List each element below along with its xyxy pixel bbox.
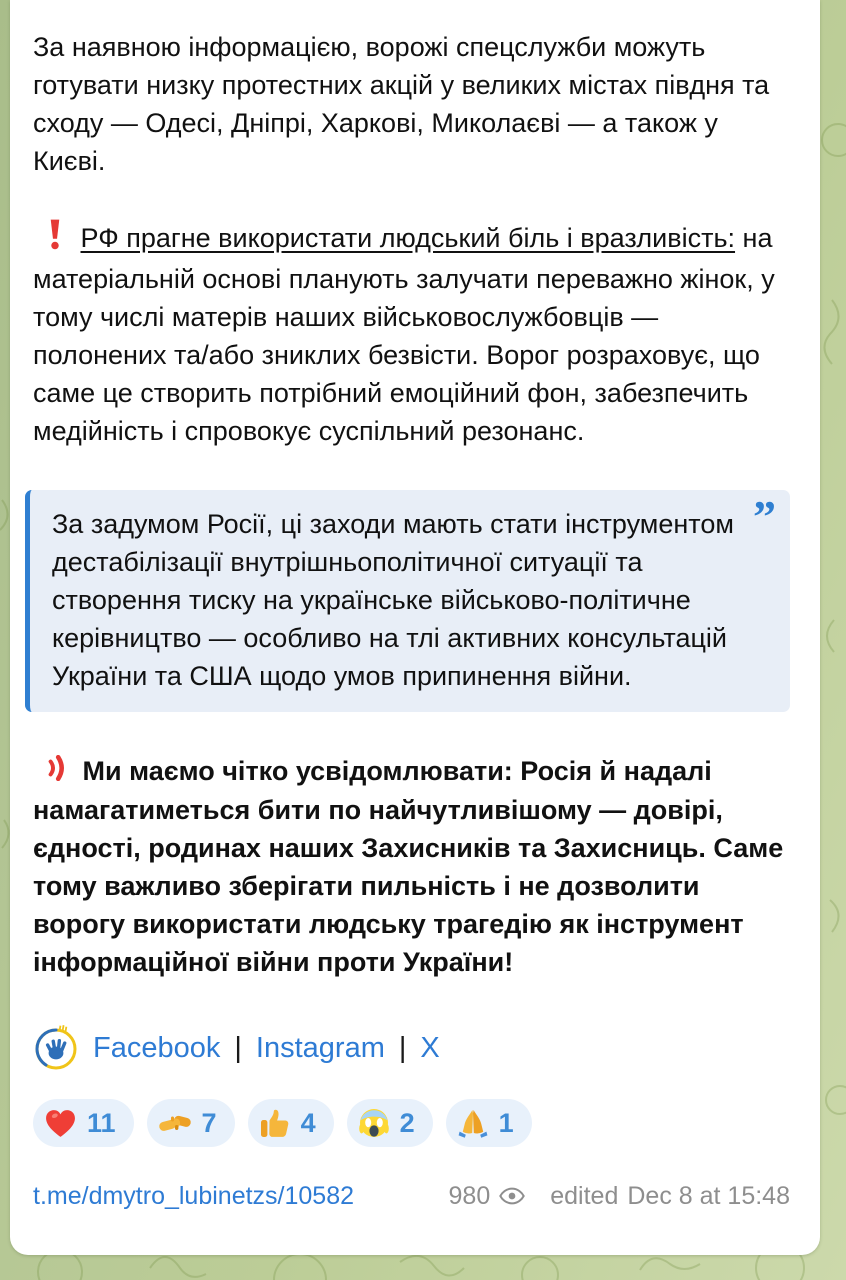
- instagram-link[interactable]: Instagram: [255, 1032, 385, 1064]
- reaction-count: 4: [300, 1108, 316, 1138]
- red-exclamation-icon: [47, 218, 63, 260]
- quote-text: За задумом Росії, ці заходи мають стати інструментом дестабілізації внутрішньополітичної ситуації та створення тиску на українське військово-політичне керівництво — особливо на тлі активних консультацій України та США щодо умов припинення війни.: [52, 509, 734, 691]
- message-warning-paragraph: [33, 218, 790, 450]
- message-emphasis-paragraph: [33, 752, 790, 981]
- emphasis-text: Ми маємо чітко усвідомлювати: Росія й надалі намагатиметься бити по найчутливішому — довірі, єдності, родинах наших Захисників та Захисниць. Саме тому важливо зберігати пильність і не дозволити ворогу використати людську трагедію як інструмент інформаційної війни проти України!: [33, 756, 784, 977]
- message-meta: [449, 1177, 790, 1215]
- reaction-count: 2: [399, 1108, 415, 1138]
- warning-underlined-text: РФ прагне використати людський біль і вразливість:: [80, 223, 736, 253]
- handshake-icon: [158, 1108, 192, 1138]
- message-permalink[interactable]: t.me/dmytro_lubinetzs/10582: [33, 1182, 355, 1210]
- eye-icon: [499, 1187, 525, 1205]
- reaction-count: 1: [498, 1108, 514, 1138]
- red-quote-marks-icon: [45, 753, 67, 791]
- warning-rest-text: на матеріальній основі планують залучати переважно жінок, у тому числі матерів наших військовослужбовців — полонених та/або зниклих безвісти. Ворог розраховує, що саме це створить потрібний емоційний фон, забезпечить медійність і спровокує суспільний резонанс.: [33, 223, 775, 446]
- reaction-count: 7: [201, 1108, 217, 1138]
- quote-block[interactable]: [25, 490, 790, 712]
- thumbs-up-icon: [259, 1107, 291, 1139]
- intro-text: За наявною інформацією, ворожі спецслужби можуть готувати низку протестних акцій у великих містах півдня та сходу — Одесі, Дніпрі, Харкові, Миколаєві — а також у Києві.: [33, 32, 770, 176]
- link-separator: |: [234, 1032, 242, 1064]
- heart-icon: [44, 1108, 77, 1139]
- x-link[interactable]: X: [420, 1032, 440, 1064]
- reaction-handshake[interactable]: [147, 1099, 235, 1147]
- facebook-link[interactable]: Facebook: [93, 1032, 221, 1064]
- message-intro-paragraph: [33, 28, 790, 180]
- social-links-row: [33, 1025, 790, 1071]
- folded-hands-icon: [457, 1107, 489, 1139]
- link-separator: |: [398, 1032, 407, 1064]
- ombudsman-logo-icon: [33, 1025, 79, 1071]
- reaction-heart[interactable]: [33, 1099, 134, 1147]
- quote-mark-icon: ”: [753, 491, 776, 542]
- reaction-scream[interactable]: [347, 1099, 433, 1147]
- message-footer: [33, 1177, 790, 1215]
- reaction-count: 11: [87, 1108, 116, 1138]
- timestamp: Dec 8 at 15:48: [627, 1182, 790, 1210]
- message-bubble: [10, 0, 820, 1255]
- scream-face-icon: [358, 1107, 390, 1139]
- reaction-folded-hands[interactable]: [446, 1099, 532, 1147]
- reaction-thumbs-up[interactable]: [248, 1099, 334, 1147]
- view-count: 980: [448, 1182, 491, 1210]
- reactions-row: [33, 1099, 790, 1147]
- edited-label: edited: [550, 1182, 619, 1210]
